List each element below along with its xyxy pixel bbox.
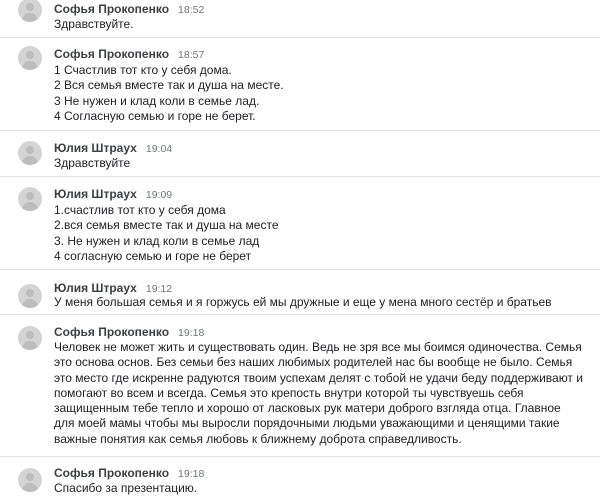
timestamp: 19:18 [178,468,205,480]
avatar[interactable] [18,326,42,350]
message-header [54,0,204,18]
message-line: Здравствуйте [54,156,131,170]
message-line: 1 Счастлив тот кто у себя дома. [54,63,232,77]
divider [0,130,600,131]
message-line: 2.вся семья вместе так и душа на месте [54,218,279,233]
author-name[interactable]: Софья Прокопенко [54,47,170,61]
message-line: Здравствуйте. [54,17,134,31]
message-text [54,203,584,264]
avatar[interactable] [18,284,42,308]
message-text [54,156,584,171]
message-text [54,63,584,124]
timestamp: 18:57 [178,49,205,61]
divider [0,269,600,270]
message-header [54,139,172,157]
avatar[interactable] [18,187,42,211]
divider [0,456,600,457]
message-line: Спасибо за презентацию. [54,481,198,495]
timestamp: 19:18 [178,327,205,339]
divider [0,176,600,177]
author-name[interactable]: Юлия Штраух [54,187,137,201]
author-name[interactable]: Юлия Штраух [54,141,137,155]
avatar[interactable] [18,468,42,492]
message-line: 2 Вся семья вместе так и душа на месте. [54,78,284,93]
timestamp: 19:12 [145,283,173,295]
message-line: 1.счастлив тот кто у себя дома [54,203,226,217]
message-line: 4 Согласную семью и горе не берет. [54,108,256,123]
author-name[interactable]: Юлия Штраух [54,281,137,295]
timestamp: 19:09 [145,189,173,201]
timestamp: 19:04 [145,143,173,155]
message-line: 4 согласную семью и горе не берет [54,248,252,263]
message-text [54,481,584,496]
avatar[interactable] [18,46,42,70]
divider [0,37,600,38]
author-name[interactable]: Софья Прокопенко [54,466,170,480]
avatar[interactable] [18,141,42,165]
author-name[interactable]: Софья Прокопенко [54,2,170,16]
message-text [54,340,584,447]
timestamp: 18:52 [178,4,205,16]
message-text [54,295,584,310]
message-paragraph: Человек не может жить и существовать один. Ведь не зря все мы боимся одиночества. Семья это основа основ. Без семьи без наших любимых родителей нас бы вообще не было. Семья это место где искренне радуются твоим успехам делят с тобой не удачи беду поддерживают и помогают во всем и всегда. Семья это крепость внутри которой ты чувствуешь себя защищенным тебе тепло и хорошо от ласковых рук матери доброго взгляда отца. Главное для моей мамы чтобы мы выросли порядочными людьми уважающими и ценящими такие важные понятия как семья любовь к ближнему доброта справедливость. [54,340,583,446]
message-line: 3. Не нужен и клад коли в семье лад [54,233,260,248]
divider [0,314,600,315]
avatar[interactable] [18,0,42,22]
message-line: У меня большая семья и я горжусь ей мы дружные и еще у мена много сестёр и братьев [54,295,552,309]
message-header [54,464,204,482]
message-header [54,45,204,63]
message-header [54,323,204,341]
message-text [54,17,584,32]
message-header [54,185,172,203]
author-name[interactable]: Софья Прокопенко [54,325,170,339]
message-line: 3 Не нужен и клад коли в семье лад. [54,93,260,108]
